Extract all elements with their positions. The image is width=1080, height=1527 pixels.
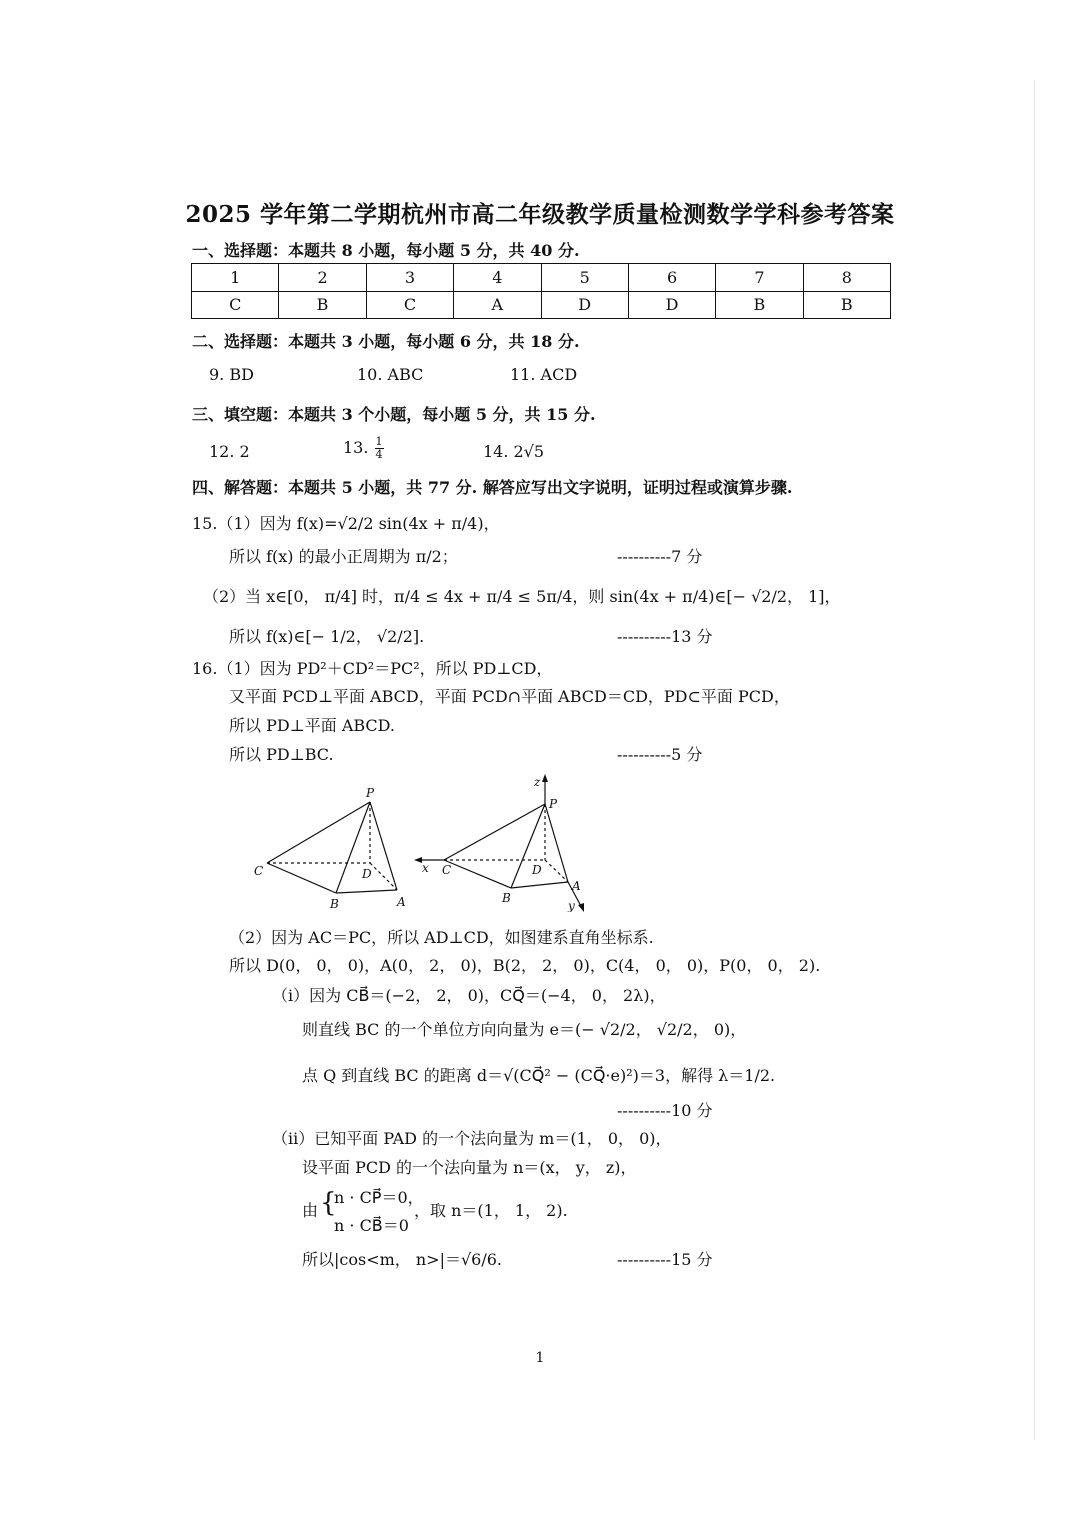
pyramid-left-figure <box>267 802 397 893</box>
edge-pc-right <box>444 804 545 860</box>
q16-line-7: （i）因为 CB⃗＝(−2， 2， 0)，CQ⃗＝(−4， 0， 2λ)， <box>272 986 666 1005</box>
q16-line-4: 所以 PD⊥BC. <box>229 745 334 764</box>
label-d-left: D <box>362 867 372 881</box>
question-number-cell: 2 <box>279 264 366 292</box>
scan-edge-line <box>1034 80 1035 1440</box>
q13-numerator: 1 <box>375 435 383 448</box>
label-b-left: B <box>330 897 339 911</box>
z-axis-arrow-icon <box>542 774 548 782</box>
label-c-right: C <box>442 863 452 877</box>
answer-cell: B <box>803 291 890 319</box>
question-number-cell: 7 <box>716 264 803 292</box>
label-d-right: D <box>532 863 542 877</box>
answer-cell: C <box>192 291 279 319</box>
answer-cell: B <box>279 291 366 319</box>
edge-pa-right <box>545 804 568 882</box>
label-a-right: A <box>572 879 581 893</box>
pyramid-figures <box>246 772 596 912</box>
q16-line-1: 16.（1）因为 PD²＋CD²＝PC²，所以 PD⊥CD， <box>192 659 553 678</box>
q16-line-10: （ii）已知平面 PAD 的一个法向量为 m＝(1， 0， 0)， <box>272 1129 672 1148</box>
label-x: x <box>422 861 429 875</box>
q16-line-5: （2）因为 AC＝PC，所以 AD⊥CD，如图建系直角坐标系. <box>229 928 654 947</box>
q16-system-eq-1: n · CP⃗＝0， <box>334 1188 424 1207</box>
y-axis-arrow-icon <box>578 903 584 912</box>
answer-q11: 11. ACD <box>510 365 578 384</box>
q13-denominator: 4 <box>375 448 383 461</box>
q15-score-1: ----------7 分 <box>617 547 703 566</box>
edge-cb-right <box>444 860 511 888</box>
answer-cell: B <box>716 291 803 319</box>
q16-score-2: ----------10 分 <box>617 1101 713 1120</box>
label-c-left: C <box>254 864 264 878</box>
question-number-cell: 1 <box>192 264 279 292</box>
pyramid-right-figure <box>418 778 582 908</box>
q15-line-2: 所以 f(x) 的最小正周期为 π/2； <box>229 547 458 566</box>
q13-fraction <box>375 436 384 461</box>
page-title: 2025 学年第二学期杭州市高二年级教学质量检测数学学科参考答案 <box>185 201 895 228</box>
q15-line-3: （2）当 x∈[0， π/4] 时，π/4 ≤ 4x + π/4 ≤ 5π/4，则 sin(4x + π/4)∈[− √2/2， 1]， <box>203 587 841 606</box>
answer-q13 <box>343 436 385 461</box>
q15-score-2: ----------13 分 <box>617 627 713 646</box>
x-axis-arrow-icon <box>414 857 422 863</box>
answer-q10: 10. ABC <box>357 365 424 384</box>
edge-ba <box>336 890 397 893</box>
answer-cell: D <box>628 291 715 319</box>
edge-cb <box>267 863 336 893</box>
edge-ba-right <box>511 882 568 888</box>
section-3-heading: 三、填空题：本题共 3 个小题，每小题 5 分，共 15 分. <box>192 405 596 424</box>
q16-line-8: 则直线 BC 的一个单位方向向量为 e＝(− √2/2， √2/2， 0)， <box>302 1020 747 1039</box>
brace-icon: { <box>320 1188 337 1218</box>
q16-line-3: 所以 PD⊥平面 ABCD. <box>229 716 396 735</box>
page-number: 1 <box>535 1350 545 1366</box>
q16-line-13: 所以|cos<m， n>|＝√6/6. <box>302 1250 502 1269</box>
q16-line-2: 又平面 PCD⊥平面 ABCD，平面 PCD∩平面 ABCD＝CD，PD⊂平面 PCD， <box>229 687 790 706</box>
q16-line-6: 所以 D(0， 0， 0)，A(0， 2， 0)，B(2， 2， 0)，C(4， 0， 0)，P(0， 0， 2). <box>229 956 821 975</box>
answer-cell: D <box>541 291 628 319</box>
question-number-cell: 5 <box>541 264 628 292</box>
edge-pc <box>267 802 370 863</box>
label-z: z <box>534 775 541 789</box>
label-y: y <box>568 899 575 912</box>
q13-label: 13. <box>343 438 369 457</box>
q16-line-11: 设平面 PCD 的一个法向量为 n＝(x， y， z)， <box>302 1158 637 1177</box>
label-b-right: B <box>502 891 511 905</box>
question-number-cell: 8 <box>803 264 890 292</box>
label-p-right: P <box>549 797 558 811</box>
answer-table <box>191 263 891 319</box>
answer-q12: 12. 2 <box>209 442 250 461</box>
q15-line-1: 15.（1）因为 f(x)=√2/2 sin(4x + π/4)， <box>192 514 500 533</box>
label-p-left: P <box>366 786 375 800</box>
answer-table-answer-row <box>192 291 891 319</box>
q16-system-eq-2: n · CB⃗＝0 <box>334 1216 409 1235</box>
question-number-cell: 6 <box>628 264 715 292</box>
q16-system-suffix: ，取 n＝(1， 1， 2). <box>414 1201 568 1220</box>
section-2-heading: 二、选择题：本题共 3 小题，每小题 6 分，共 18 分. <box>192 332 580 351</box>
label-a-left: A <box>397 895 406 909</box>
question-number-cell: 4 <box>454 264 541 292</box>
answer-cell: A <box>454 291 541 319</box>
section-1-heading: 一、选择题：本题共 8 小题，每小题 5 分，共 40 分. <box>192 241 580 260</box>
q16-system-prefix: 由 <box>302 1201 319 1220</box>
q16-score-1: ----------5 分 <box>617 745 703 764</box>
q16-score-3: ----------15 分 <box>617 1250 713 1269</box>
section-4-heading: 四、解答题：本题共 5 小题，共 77 分. 解答应写出文字说明，证明过程或演算步骤. <box>192 478 793 497</box>
answer-table-number-row <box>192 264 891 292</box>
q15-line-4: 所以 f(x)∈[− 1/2， √2/2]. <box>229 627 425 646</box>
question-number-cell: 3 <box>366 264 453 292</box>
answer-q9: 9. BD <box>209 365 254 384</box>
answer-cell: C <box>366 291 453 319</box>
q16-line-9: 点 Q 到直线 BC 的距离 d＝√(CQ⃗² − (CQ⃗·e)²)＝3，解得 λ＝1/2. <box>302 1066 776 1085</box>
answer-q14: 14. 2√5 <box>483 442 545 461</box>
